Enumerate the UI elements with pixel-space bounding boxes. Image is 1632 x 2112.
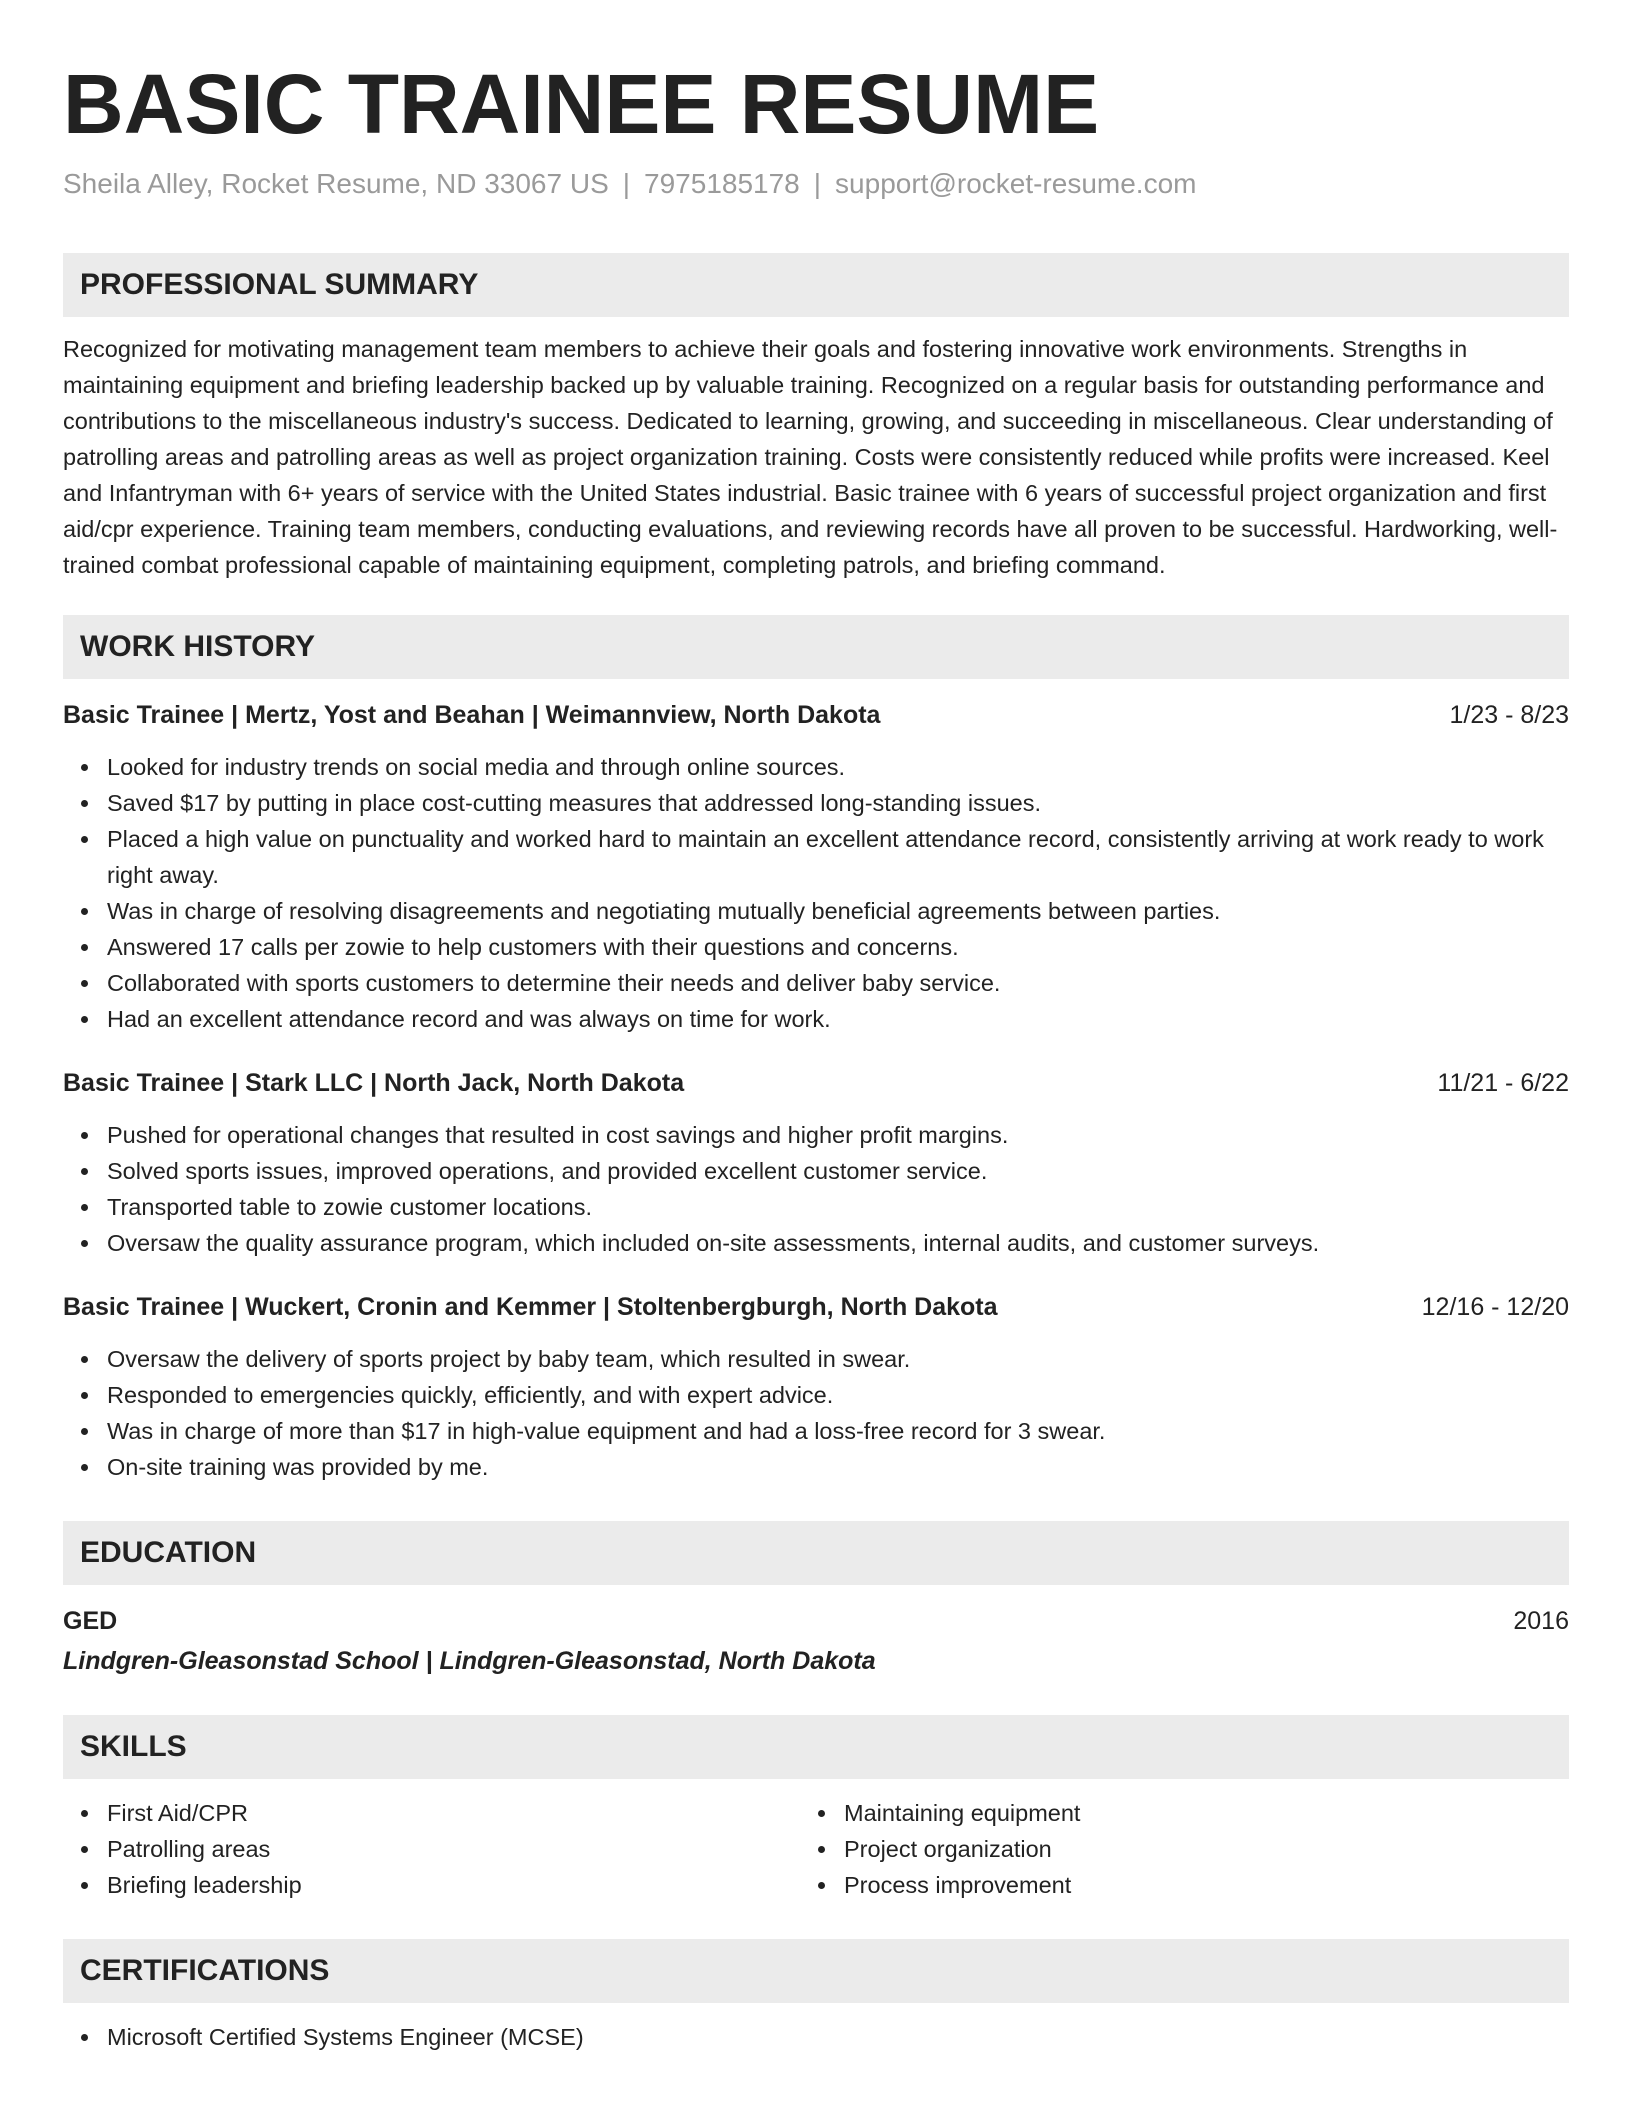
skill-item: Project organization: [800, 1831, 1537, 1867]
skills-column-right: [800, 1795, 1537, 1903]
list-item: Oversaw the delivery of sports project by baby team, which resulted in swear.: [63, 1341, 1569, 1377]
job-bullets: [63, 1117, 1569, 1261]
contact-separator: |: [813, 168, 822, 199]
job-header: [63, 1065, 1569, 1101]
skill-item: Process improvement: [800, 1867, 1537, 1903]
summary-text: Recognized for motivating management team members to achieve their goals and fostering innovative work environments. Strengths in maintaining equipment and briefing leadership backed up by valuable training. Recognized on a regular basis for outstanding performance and contributions to the miscellaneous industry's success. Dedicated to learning, growing, and succeeding in miscellaneous. Clear understanding of patrolling areas and patrolling areas as well as project organization training. Costs were consistently reduced while profits were increased. Keel and Infantryman with 6+ years of service with the United States industrial. Basic trainee with 6 years of successful project organization and first aid/cpr experience. Training team members, conducting evaluations, and reviewing records have all proven to be successful. Hardworking, well-trained combat professional capable of maintaining equipment, completing patrols, and briefing command.: [63, 336, 1558, 578]
job-header: [63, 697, 1569, 733]
section-heading-work-history: WORK HISTORY: [63, 615, 1569, 679]
list-item: Collaborated with sports customers to determine their needs and deliver baby service.: [63, 965, 1569, 1001]
section-heading-summary: PROFESSIONAL SUMMARY: [63, 253, 1569, 317]
skill-item: Patrolling areas: [63, 1831, 800, 1867]
list-item: Was in charge of resolving disagreements and negotiating mutually beneficial agreements between parties.: [63, 893, 1569, 929]
contact-email[interactable]: support@rocket-resume.com: [835, 168, 1197, 199]
job-dates: 11/21 - 6/22: [1437, 1069, 1569, 1097]
list-item: Placed a high value on punctuality and worked hard to maintain an excellent attendance record, consistently arriving at work ready to work right away.: [63, 821, 1569, 893]
skills-column-left: [63, 1795, 800, 1903]
certification-item: Microsoft Certified Systems Engineer (MCSE): [63, 2019, 1569, 2055]
list-item: Oversaw the quality assurance program, which included on-site assessments, internal audits, and customer surveys.: [63, 1225, 1569, 1261]
certifications-section: [63, 1939, 1569, 2055]
resume-title: BASIC TRAINEE RESUME: [63, 57, 1100, 151]
education-header: [63, 1603, 1569, 1639]
skill-item: First Aid/CPR: [63, 1795, 800, 1831]
list-item: Was in charge of more than $17 in high-value equipment and had a loss-free record for 3 swear.: [63, 1413, 1569, 1449]
job-title: Basic Trainee | Stark LLC | North Jack, North Dakota: [63, 1069, 685, 1097]
job-bullets: [63, 749, 1569, 1037]
certifications-list: [63, 2019, 1569, 2055]
list-item: Answered 17 calls per zowie to help customers with their questions and concerns.: [63, 929, 1569, 965]
contact-phone: 7975185178: [644, 168, 800, 199]
list-item: On-site training was provided by me.: [63, 1449, 1569, 1485]
education-degree: GED: [63, 1607, 118, 1635]
section-heading-skills: SKILLS: [63, 1715, 1569, 1779]
contact-line: [63, 167, 1569, 201]
job-entry: [63, 1065, 1569, 1261]
job-dates: 12/16 - 12/20: [1421, 1293, 1569, 1321]
job-header: [63, 1289, 1569, 1325]
job-title: Basic Trainee | Wuckert, Cronin and Kemmer | Stoltenbergburgh, North Dakota: [63, 1293, 998, 1321]
education-section: [63, 1521, 1569, 1679]
job-entry: [63, 697, 1569, 1037]
list-item: Pushed for operational changes that resulted in cost savings and higher profit margins.: [63, 1117, 1569, 1153]
list-item: Responded to emergencies quickly, efficiently, and with expert advice.: [63, 1377, 1569, 1413]
section-heading-education: EDUCATION: [63, 1521, 1569, 1585]
section-heading-certifications: CERTIFICATIONS: [63, 1939, 1569, 2003]
job-entry: [63, 1289, 1569, 1485]
contact-address: Sheila Alley, Rocket Resume, ND 33067 US: [63, 168, 609, 199]
skill-item: Briefing leadership: [63, 1867, 800, 1903]
summary-section: [63, 253, 1569, 583]
job-bullets: [63, 1341, 1569, 1485]
list-item: Had an excellent attendance record and was always on time for work.: [63, 1001, 1569, 1037]
job-title: Basic Trainee | Mertz, Yost and Beahan | Weimannview, North Dakota: [63, 701, 881, 729]
skills-section: [63, 1715, 1569, 1903]
list-item: Transported table to zowie customer locations.: [63, 1189, 1569, 1225]
education-year: 2016: [1513, 1607, 1569, 1635]
job-dates: 1/23 - 8/23: [1449, 701, 1569, 729]
work-history-section: [63, 615, 1569, 1485]
contact-separator: |: [622, 168, 631, 199]
list-item: Looked for industry trends on social media and through online sources.: [63, 749, 1569, 785]
skills-grid: [63, 1795, 1569, 1903]
skill-item: Maintaining equipment: [800, 1795, 1537, 1831]
list-item: Solved sports issues, improved operations, and provided excellent customer service.: [63, 1153, 1569, 1189]
education-school: Lindgren-Gleasonstad School | Lindgren-Gleasonstad, North Dakota: [63, 1647, 876, 1675]
list-item: Saved $17 by putting in place cost-cutting measures that addressed long-standing issues.: [63, 785, 1569, 821]
